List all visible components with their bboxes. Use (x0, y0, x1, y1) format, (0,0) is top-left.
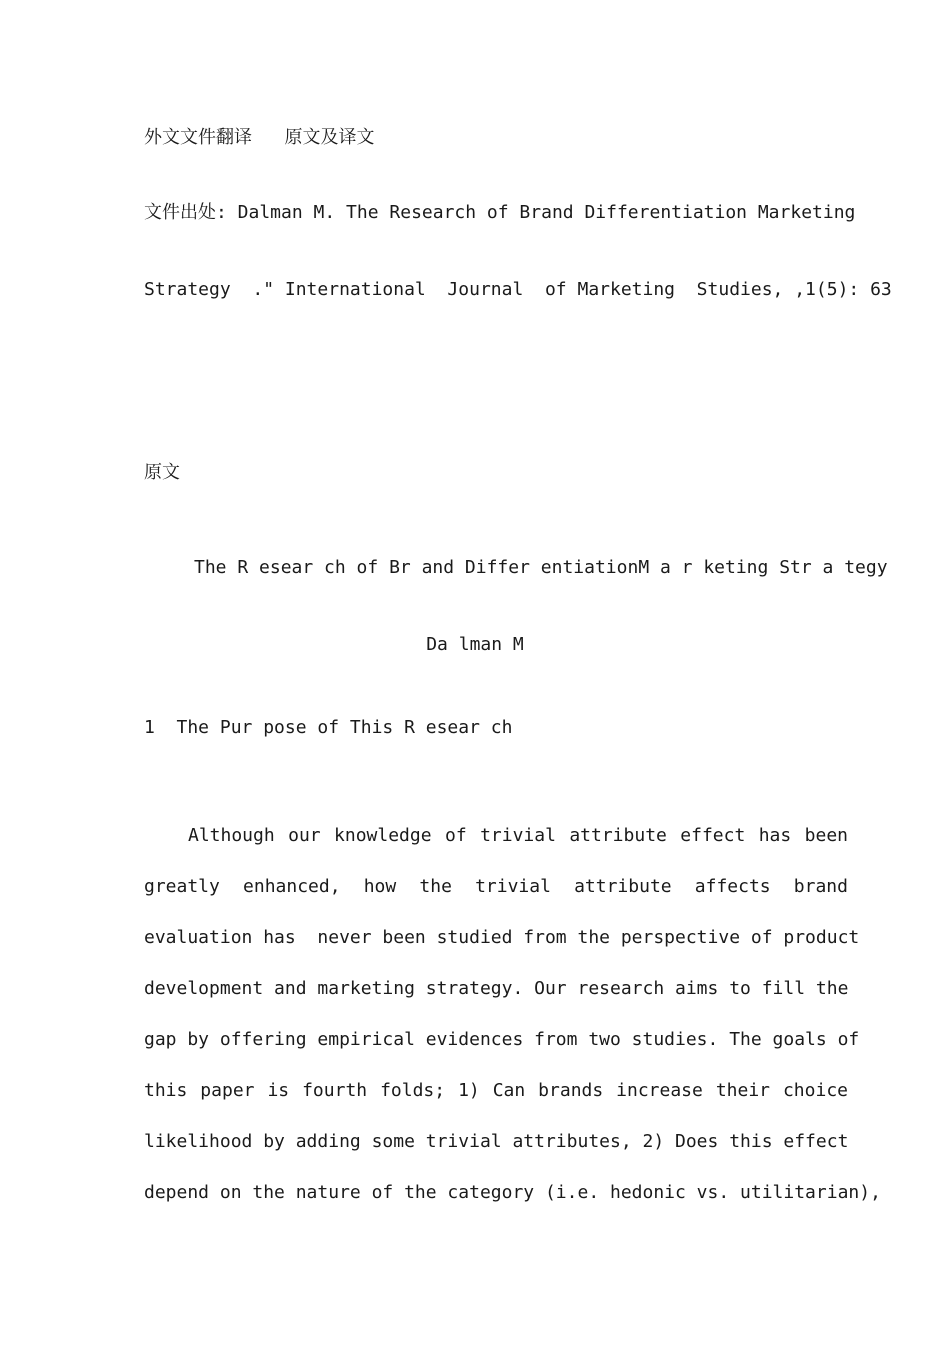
paper-title: The R esear ch of Br and Differ entiationM a r keting Str a tegy (194, 557, 888, 578)
source-citation-line-1: 文件出处: Dalman M. The Research of Brand Differentiation Marketing (144, 202, 856, 223)
document-title: 外文文件翻译 原文及译文 (144, 127, 375, 148)
paragraph-line: greatly enhanced, how the trivial attribute affects brand (144, 876, 848, 897)
paragraph-line: development and marketing strategy. Our research aims to fill the (144, 978, 849, 999)
original-text-label: 原文 (144, 462, 180, 483)
paragraph-line: Although our knowledge of trivial attribute effect has been (188, 825, 848, 846)
source-citation-line-2: Strategy ." International Journal of Marketing Studies, ,1(5): 63 (144, 279, 892, 300)
paragraph-line: evaluation has never been studied from the perspective of product (144, 927, 860, 948)
paper-author: Da lman M (426, 634, 524, 655)
paragraph-line: depend on the nature of the category (i.e. hedonic vs. utilitarian), (144, 1182, 881, 1203)
paragraph-line: gap by offering empirical evidences from two studies. The goals of (144, 1029, 860, 1050)
paragraph-line: likelihood by adding some trivial attributes, 2) Does this effect (144, 1131, 849, 1152)
paragraph-line: this paper is fourth folds; 1) Can brands increase their choice (144, 1080, 848, 1101)
section-heading: 1 The Pur pose of This R esear ch (144, 717, 513, 738)
